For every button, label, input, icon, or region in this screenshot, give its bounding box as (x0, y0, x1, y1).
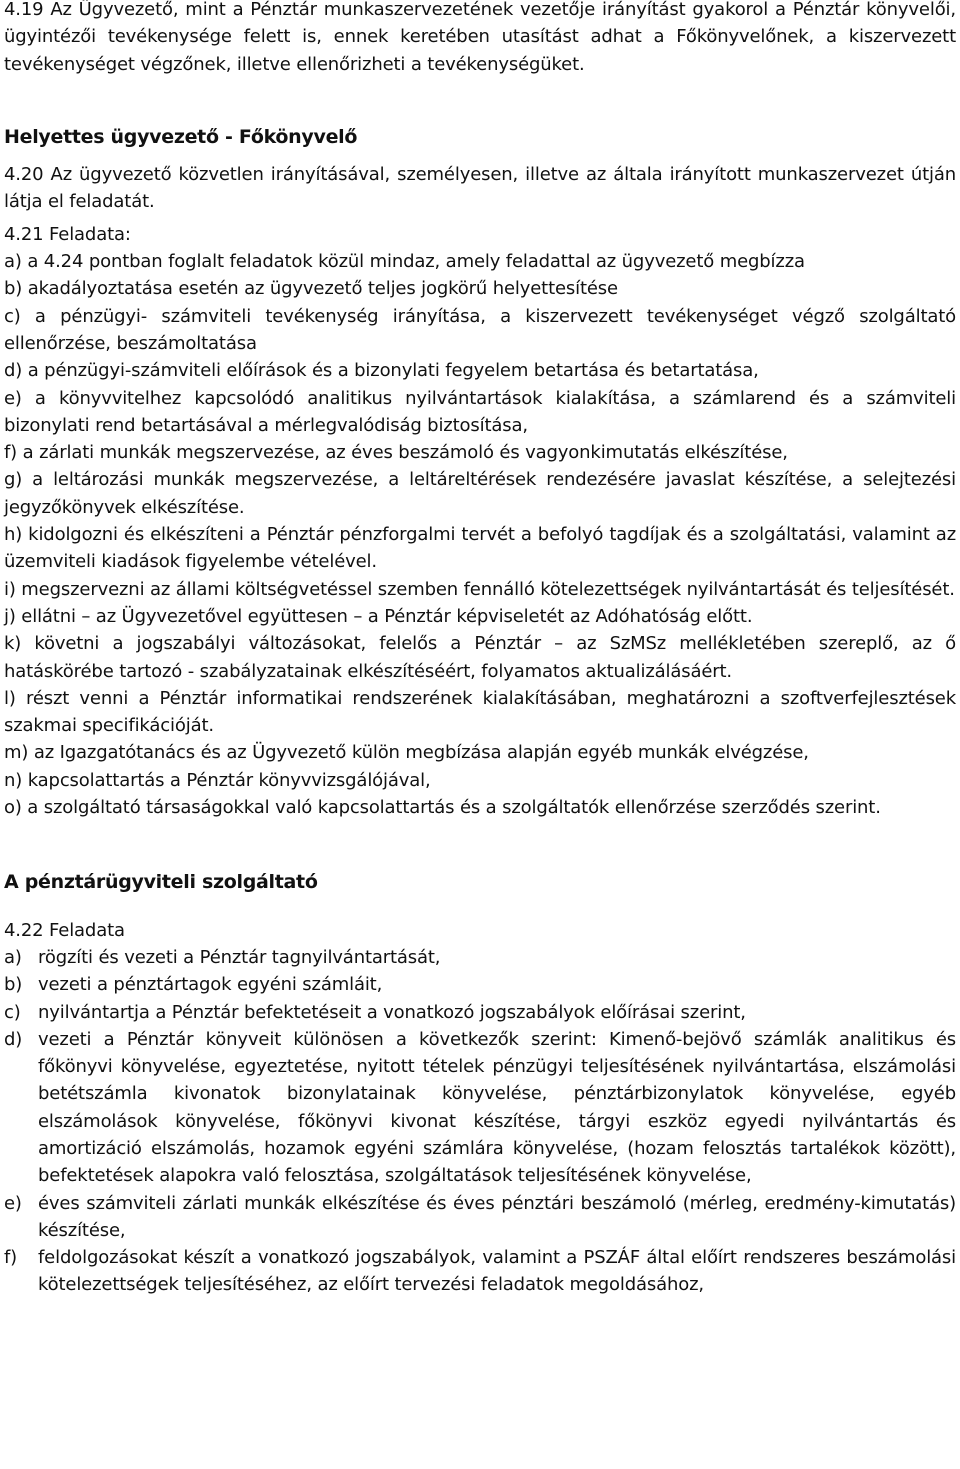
list-marker: d) (4, 1028, 23, 1050)
list-item (4, 1026, 956, 1190)
list-4-21 (4, 248, 956, 821)
list-item (4, 944, 956, 971)
list-item: o) a szolgáltató társaságokkal való kapcsolattartás és a szolgáltatók ellenőrzése szerződés szerint. (4, 797, 881, 819)
list-marker: e) (4, 1192, 22, 1214)
list-item: k) követni a jogszabályi változásokat, felelős a Pénztár – az SzMSz mellékletében szereplő, az ő hatáskörébe tartozó - szabályzatainak elkészítéséért, folyamatos aktualizálásáért. (4, 633, 956, 682)
paragraph-4-22-title: 4.22 Feladata (4, 919, 125, 941)
section-heading-deputy: Helyettes ügyvezető - Főkönyvelő (4, 125, 358, 148)
list-item: g) a leltározási munkák megszervezése, a leltáreltérések rendezésére javaslat készítése, a selejtezési jegyzőkönyvek elkészítése. (4, 469, 956, 518)
list-item: l) részt venni a Pénztár informatikai rendszerének kialakításában, meghatározni a szoftverfejlesztések szakmai specifikációját. (4, 687, 956, 737)
paragraph-4-19: 4.19 Az Ügyvezető, mint a Pénztár munkaszervezetének vezetője irányítást gyakorol a Pénztár könyvelői, ügyintézői tevékenysége felett is, ennek keretében utasítást adhat a Főkönyvelőnek, a kiszervezett tevékenységet végzőnek, illetve ellenőrizheti a tevékenységüket. (4, 0, 956, 75)
list-item: d) a pénzügyi-számviteli előírások és a bizonylati fegyelem betartása és betartatása, (4, 360, 759, 382)
list-item (4, 999, 956, 1026)
list-item (4, 1244, 956, 1299)
list-item-text: vezeti a Pénztár könyveit különösen a következők szerint: Kimenő-bejövő számlák analitikus és főkönyvi könyvelése, egyeztetése, nyitott tételek pénzügyi teljesítésének nyilvántartása, elszámolási betétszámla kivonatok bizonylatainak könyvelése, pénztárbizonylatok könyvelése, egyéb elszámolások könyvelése, főkönyvi kivonat készítése, tárgyi eszköz egyedi nyilvántartás és amortizáció elszámolás, hozamok egyéni számlára könyvelése, (hozam felosztás tartalékok között), befektetések alapokra való felosztása, szolgáltatások teljesítésének könyvelése, (38, 1028, 956, 1187)
list-item (4, 971, 956, 998)
list-item: c) a pénzügyi- számviteli tevékenység irányítása, a kiszervezett tevékenységet végző szolgáltató ellenőrzése, beszámoltatása (4, 305, 956, 354)
list-item-text: rögzíti és vezeti a Pénztár tagnyilvántartását, (38, 946, 441, 968)
list-item: j) ellátni – az Ügyvezetővel együttesen – a Pénztár képviseletét az Adóhatóság előtt. (4, 605, 753, 627)
list-item: h) kidolgozni és elkészíteni a Pénztár pénzforgalmi tervét a befolyó tagdíjak és a szolgáltatási, valamint az üzemviteli kiadások figyelembe vételével. (4, 524, 956, 573)
list-item-text: vezeti a pénztártagok egyéni számláit, (38, 974, 383, 996)
list-marker: f) (4, 1247, 18, 1269)
list-item: i) megszervezni az állami költségvetéssel szemben fennálló kötelezettségek nyilvántartását és teljesítését. (4, 578, 955, 600)
list-item (4, 1190, 956, 1245)
list-item: a) a 4.24 pontban foglalt feladatok közül mindaz, amely feladattal az ügyvezető megbízza (4, 251, 805, 273)
section-heading-service-provider: A pénztárügyviteli szolgáltató (4, 871, 318, 894)
list-item: e) a könyvvitelhez kapcsolódó analitikus nyilvántartások kialakítása, a számlarend és a számviteli bizonylati rend betartásával a mérlegvalódiság biztosítása, (4, 387, 956, 436)
list-item: m) az Igazgatótanács és az Ügyvezető külön megbízása alapján egyéb munkák elvégzése, (4, 742, 809, 764)
list-item-text: nyilvántartja a Pénztár befektetéseit a vonatkozó jogszabályok előírásai szerint, (38, 1001, 746, 1023)
paragraph-4-21-title: 4.21 Feladata: (4, 223, 131, 245)
list-marker: c) (4, 1001, 21, 1023)
list-item-text: feldolgozásokat készít a vonatkozó jogszabályok, valamint a PSZÁF által előírt rendszeres beszámolási kötelezettségek teljesítéséhez, az előírt tervezési feladatok megoldásához, (38, 1247, 956, 1296)
list-item: n) kapcsolattartás a Pénztár könyvvizsgálójával, (4, 769, 431, 791)
list-marker: b) (4, 974, 23, 996)
list-item: f) a zárlati munkák megszervezése, az éves beszámoló és vagyonkimutatás elkészítése, (4, 442, 788, 464)
list-item: b) akadályoztatása esetén az ügyvezető teljes jogkörű helyettesítése (4, 278, 618, 300)
list-marker: a) (4, 946, 22, 968)
list-4-22 (4, 944, 956, 1299)
paragraph-4-20: 4.20 Az ügyvezető közvetlen irányításával, személyesen, illetve az általa irányított munkaszervezet útján látja el feladatát. (4, 164, 956, 213)
list-item-text: éves számviteli zárlati munkák elkészítése és éves pénztári beszámoló (mérleg, eredmény-kimutatás) készítése, (38, 1192, 956, 1241)
